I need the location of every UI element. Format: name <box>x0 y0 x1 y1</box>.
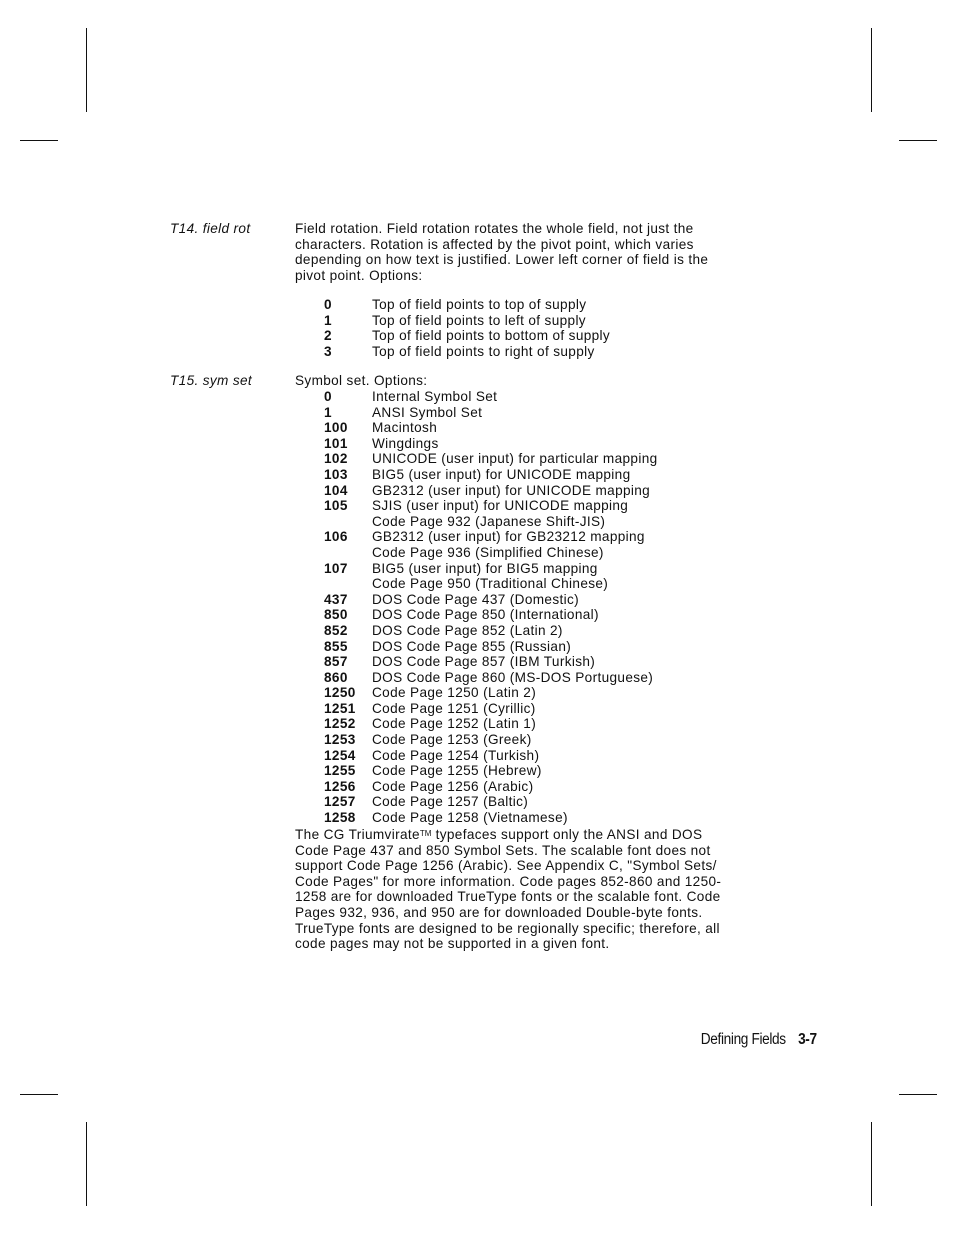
option-description: Code Page 950 (Traditional Chinese) <box>372 576 609 592</box>
option-code: 106 <box>324 529 348 545</box>
footer-section-title: Defining Fields <box>701 1031 787 1048</box>
option-description: Code Page 1255 (Hebrew) <box>372 763 542 779</box>
option-code: 2 <box>324 328 332 344</box>
field-rot-term: T14. field rot <box>170 221 251 236</box>
option-description: Code Page 1257 (Baltic) <box>372 794 529 810</box>
option-code: 855 <box>324 638 348 654</box>
crop-mark-top-right-vertical <box>871 28 872 112</box>
option-row <box>324 794 744 810</box>
option-row <box>324 313 744 329</box>
option-code: 103 <box>324 466 348 482</box>
crop-mark-top-left-horizontal <box>20 140 58 141</box>
field-rot-description: Field rotation. Field rotation rotates the whole field, not just the characters. Rotation is affected by the pivot point, which varies depending on how text is justified. Lower left corner of field is the pivot point. Options: <box>295 221 709 283</box>
option-code: 852 <box>324 622 348 638</box>
option-row-continuation <box>324 514 744 530</box>
option-code: 1255 <box>324 763 356 779</box>
option-code: 1 <box>324 312 332 328</box>
option-description: Internal Symbol Set <box>372 389 498 404</box>
option-description: GB2312 (user input) for GB23212 mapping <box>372 529 645 545</box>
option-code <box>324 514 372 530</box>
option-description: Code Page 932 (Japanese Shift-JIS) <box>372 513 606 529</box>
note-start: The CG Triumvirate <box>295 827 420 842</box>
option-description: Code Page 1258 (Vietnamese) <box>372 810 568 826</box>
option-row <box>324 297 744 313</box>
option-row <box>324 592 744 608</box>
option-row-continuation <box>324 576 744 592</box>
crop-mark-bottom-left-vertical <box>86 1122 87 1206</box>
note-rest: typefaces support only the ANSI and DOS Code Page 437 and 850 Symbol Sets. The scalable font does not support Code Page 1256 (Arabic). See Appendix C, "Symbol Sets/ Code Pages" for more information. Code pages 852-860 and 1250-1258 are for downloaded TrueType fonts or the scalable font. Code Pages 932, 936, and 950 are for downloaded Double-byte fonts. TrueType fonts are designed to be regionally specific; therefore, all code pages may not be supported in a given font. <box>295 827 722 952</box>
option-code: 0 <box>324 297 332 312</box>
option-code <box>324 576 372 592</box>
option-description: DOS Code Page 855 (Russian) <box>372 638 572 654</box>
option-description: DOS Code Page 437 (Domestic) <box>372 591 579 607</box>
crop-mark-bottom-left-horizontal <box>20 1094 58 1095</box>
option-row <box>324 685 744 701</box>
option-description: Code Page 1251 (Cyrillic) <box>372 700 536 716</box>
option-description: Top of field points to left of supply <box>372 312 586 328</box>
option-code: 107 <box>324 560 348 576</box>
option-code: 100 <box>324 420 348 436</box>
option-row <box>324 483 744 499</box>
option-description: GB2312 (user input) for UNICODE mapping <box>372 482 651 498</box>
option-code: 3 <box>324 343 332 359</box>
option-description: Code Page 1254 (Turkish) <box>372 747 540 763</box>
option-description: Code Page 1250 (Latin 2) <box>372 685 537 701</box>
option-row <box>324 810 744 826</box>
option-code: 1254 <box>324 747 356 763</box>
option-description: DOS Code Page 852 (Latin 2) <box>372 622 563 638</box>
option-description: Top of field points to top of supply <box>372 297 587 312</box>
option-description: UNICODE (user input) for particular mapping <box>372 451 658 467</box>
option-row <box>324 451 744 467</box>
option-row <box>324 420 744 436</box>
option-code: 1253 <box>324 732 356 748</box>
option-row <box>324 779 744 795</box>
option-code: 102 <box>324 451 348 467</box>
option-row <box>324 498 744 514</box>
option-row <box>324 654 744 670</box>
option-row <box>324 639 744 655</box>
crop-mark-top-left-vertical <box>86 28 87 112</box>
sym-set-term: T15. sym set <box>170 373 253 388</box>
option-description: ANSI Symbol Set <box>372 404 483 420</box>
option-code: 1257 <box>324 794 356 810</box>
option-code: 101 <box>324 435 348 451</box>
option-row <box>324 467 744 483</box>
option-row-continuation <box>324 545 744 561</box>
sym-set-options <box>324 389 744 826</box>
option-row <box>324 763 744 779</box>
page-footer <box>701 1031 817 1049</box>
option-code: 1250 <box>324 685 356 701</box>
trademark-mark: TM <box>419 829 432 838</box>
option-description: SJIS (user input) for UNICODE mapping <box>372 498 629 514</box>
sym-set-note <box>295 826 727 952</box>
option-description: Code Page 1253 (Greek) <box>372 732 532 748</box>
option-description: Macintosh <box>372 420 438 436</box>
option-row <box>324 436 744 452</box>
option-description: BIG5 (user input) for BIG5 mapping <box>372 560 598 576</box>
option-code: 437 <box>324 591 348 607</box>
crop-mark-bottom-right-vertical <box>871 1122 872 1206</box>
crop-mark-top-right-horizontal <box>899 140 937 141</box>
option-description: DOS Code Page 850 (International) <box>372 607 599 623</box>
option-code: 850 <box>324 607 348 623</box>
option-description: Code Page 936 (Simplified Chinese) <box>372 544 604 560</box>
sym-set-intro: Symbol set. Options: <box>295 373 428 388</box>
option-row <box>324 529 744 545</box>
option-description: BIG5 (user input) for UNICODE mapping <box>372 466 631 482</box>
option-row <box>324 389 744 405</box>
option-code: 860 <box>324 669 348 685</box>
option-row <box>324 561 744 577</box>
option-row <box>324 344 744 360</box>
option-row <box>324 732 744 748</box>
option-row <box>324 405 744 421</box>
crop-mark-bottom-right-horizontal <box>899 1094 937 1095</box>
option-code: 857 <box>324 654 348 670</box>
option-row <box>324 607 744 623</box>
option-row <box>324 328 744 344</box>
page-number: 3-7 <box>798 1031 817 1048</box>
option-row <box>324 701 744 717</box>
option-row <box>324 623 744 639</box>
option-code: 105 <box>324 498 348 514</box>
option-row <box>324 716 744 732</box>
option-description: Top of field points to bottom of supply <box>372 328 611 344</box>
option-code <box>324 545 372 561</box>
option-code: 1252 <box>324 716 356 732</box>
option-code: 104 <box>324 482 348 498</box>
option-code: 1251 <box>324 700 356 716</box>
option-description: DOS Code Page 860 (MS-DOS Portuguese) <box>372 669 654 685</box>
option-row <box>324 748 744 764</box>
option-description: Code Page 1252 (Latin 1) <box>372 716 537 732</box>
option-row <box>324 670 744 686</box>
option-code: 1 <box>324 404 332 420</box>
option-code: 1256 <box>324 778 356 794</box>
option-description: Code Page 1256 (Arabic) <box>372 778 534 794</box>
option-code: 0 <box>324 389 332 404</box>
field-rot-options <box>324 297 744 359</box>
option-description: Wingdings <box>372 435 439 451</box>
option-description: DOS Code Page 857 (IBM Turkish) <box>372 654 596 670</box>
option-code: 1258 <box>324 810 356 826</box>
option-description: Top of field points to right of supply <box>372 343 595 359</box>
